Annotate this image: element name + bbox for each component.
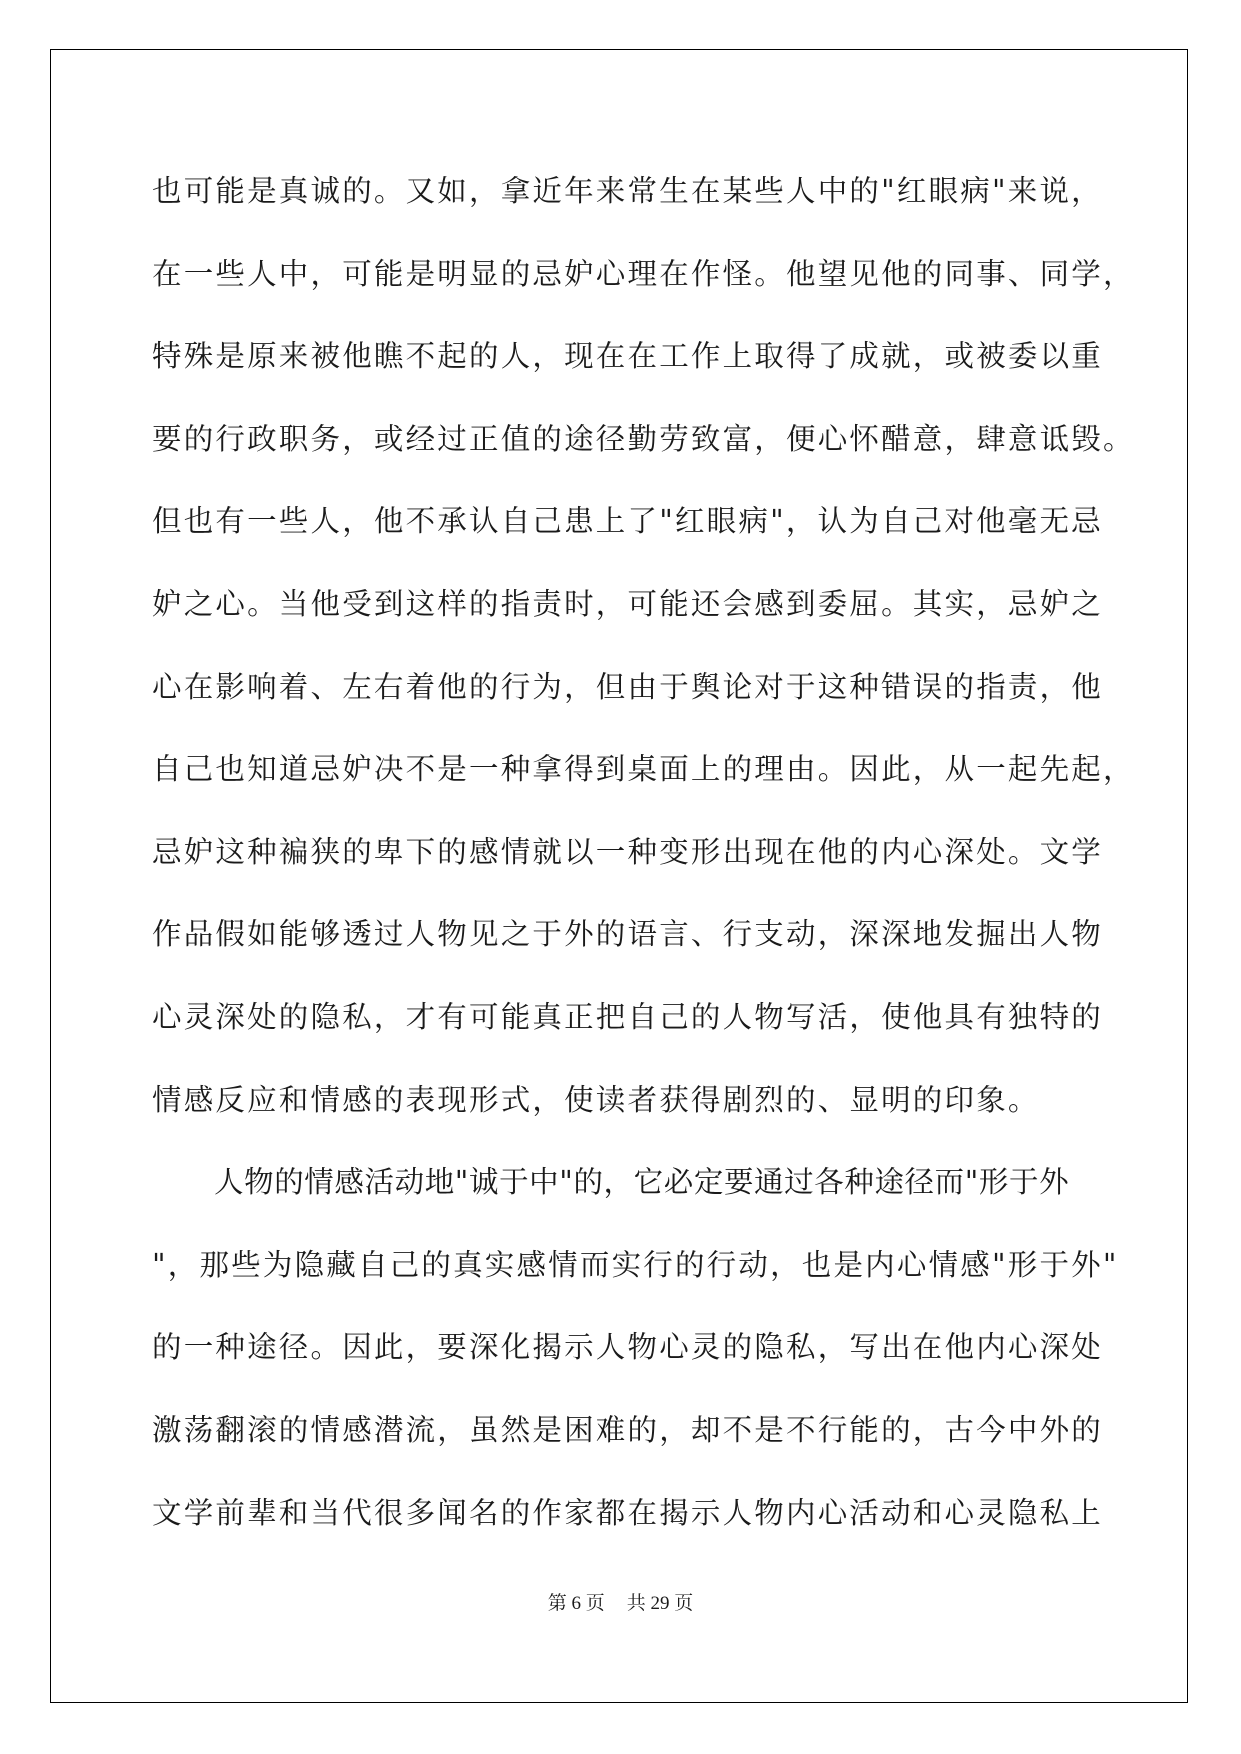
text-line: "，那些为隐藏自己的真实感情而实行的行动，也是内心情感"形于外" bbox=[152, 1247, 1119, 1282]
paragraph-first-line: 人物的情感活动地"诚于中"的，它必定要通过各种途径而"形于外 bbox=[214, 1165, 1070, 1200]
text-line: 忌妒这种褊狭的卑下的感情就以一种变形出现在他的内心深处。文学 bbox=[152, 834, 1104, 869]
text-line: 特殊是原来被他瞧不起的人，现在在工作上取得了成就，或被委以重 bbox=[152, 339, 1104, 374]
text-line: 在一些人中，可能是明显的忌妒心理在作怪。他望见他的同事、同学， bbox=[152, 256, 1135, 291]
text-line: 要的行政职务，或经过正值的途径勤劳致富，便心怀醋意，肆意诋毁。 bbox=[152, 421, 1135, 456]
text-line: 自己也知道忌妒决不是一种拿得到桌面上的理由。因此，从一起先起， bbox=[152, 752, 1135, 787]
total-pages: 共 29 页 bbox=[626, 1593, 694, 1614]
text-line: 妒之心。当他受到这样的指责时，可能还会感到委屈。其实，忌妒之 bbox=[152, 586, 1104, 621]
text-line: 也可能是真诚的。又如，拿近年来常生在某些人中的"红眼病"来说， bbox=[152, 174, 1103, 208]
document-body bbox=[152, 166, 1135, 1570]
text-line: 心灵深处的隐私，才有可能真正把自己的人物写活，使他具有独特的 bbox=[152, 999, 1104, 1034]
text-line: 心在影响着、左右着他的行为，但由于舆论对于这种错误的指责，他 bbox=[152, 669, 1104, 704]
page-number: 第 6 页 bbox=[547, 1593, 605, 1614]
text-line: 文学前辈和当代很多闻名的作家都在揭示人物内心活动和心灵隐私上 bbox=[152, 1495, 1104, 1530]
text-line: 的一种途径。因此，要深化揭示人物心灵的隐私，写出在他内心深处 bbox=[152, 1330, 1104, 1365]
text-line: 但也有一些人，他不承认自己患上了"红眼病"，认为自己对他毫无忌 bbox=[152, 504, 1103, 539]
text-line: 作品假如能够透过人物见之于外的语言、行支动，深深地发掘出人物 bbox=[152, 917, 1104, 952]
page-footer bbox=[0, 1588, 1241, 1615]
text-line: 情感反应和情感的表现形式，使读者获得剧烈的、显明的印象。 bbox=[152, 1082, 1040, 1117]
text-line: 激荡翻滚的情感潜流，虽然是困难的，却不是不行能的，古今中外的 bbox=[152, 1412, 1104, 1447]
